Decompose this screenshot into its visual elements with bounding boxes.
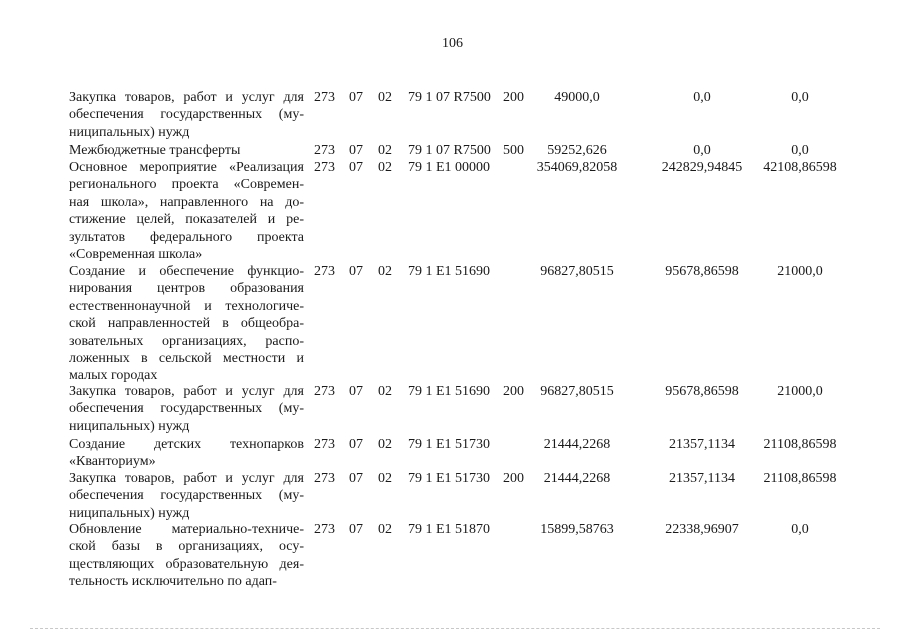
cell-subsection: 02 xyxy=(378,471,392,486)
cell-amount-3: 0,0 xyxy=(791,143,809,158)
row-name-line: Закупка товаров, работ и услуг для xyxy=(69,471,304,486)
cell-section: 07 xyxy=(349,90,363,105)
cell-amount-1: 354069,82058 xyxy=(536,160,618,175)
cell-amount-2: 242829,94845 xyxy=(661,160,743,175)
cell-target-article: 79 1 E1 51730 xyxy=(408,437,491,452)
cell-amount-2: 0,0 xyxy=(693,90,711,105)
row-name-line: Закупка товаров, работ и услуг для xyxy=(69,90,304,105)
cell-section: 07 xyxy=(349,143,363,158)
cell-amount-2: 22338,96907 xyxy=(665,522,739,537)
cell-amount-3: 0,0 xyxy=(791,522,809,537)
cell-amount-2: 0,0 xyxy=(693,143,711,158)
row-name xyxy=(69,436,304,471)
cell-grbs: 273 xyxy=(314,471,335,486)
cell-expense-type: 200 xyxy=(503,471,524,486)
cell-section: 07 xyxy=(349,384,363,399)
cell-grbs: 273 xyxy=(314,437,335,452)
row-name-line: Обновление материально-техниче- xyxy=(69,522,304,537)
cell-grbs: 273 xyxy=(314,522,335,537)
cell-target-article: 79 1 E1 51730 xyxy=(408,471,491,486)
row-name xyxy=(69,142,304,159)
row-name-line: «Современная школа» xyxy=(69,247,203,263)
cell-amount-1: 96827,80515 xyxy=(540,264,614,279)
cell-grbs: 273 xyxy=(314,160,335,175)
row-name xyxy=(69,521,304,591)
cell-amount-1: 21444,2268 xyxy=(543,437,611,452)
cell-target-article: 79 1 E1 00000 xyxy=(408,160,491,175)
row-name-line: обеспечения государственных (му- xyxy=(69,107,304,123)
cell-grbs: 273 xyxy=(314,90,335,105)
cell-amount-1: 15899,58763 xyxy=(540,522,614,537)
cell-amount-1: 59252,626 xyxy=(547,143,607,158)
row-name-line: Создание и обеспечение функцио- xyxy=(69,264,304,279)
cell-subsection: 02 xyxy=(378,90,392,105)
cell-amount-1: 96827,80515 xyxy=(540,384,614,399)
cell-amount-3: 21108,86598 xyxy=(763,471,837,486)
row-name-line: естественнонаучной и технологиче- xyxy=(69,298,304,314)
cell-subsection: 02 xyxy=(378,384,392,399)
cell-expense-type: 200 xyxy=(503,90,524,105)
cell-expense-type: 200 xyxy=(503,384,524,399)
cell-subsection: 02 xyxy=(378,143,392,158)
row-name-line: ществляющих образовательную дея- xyxy=(69,556,304,572)
row-name-line: зовательных организациях, распо- xyxy=(69,333,304,349)
scan-artifact-line xyxy=(30,628,880,629)
cell-amount-3: 42108,86598 xyxy=(763,160,837,175)
cell-target-article: 79 1 E1 51690 xyxy=(408,384,491,399)
row-name-line: зультатов федерального проекта xyxy=(69,229,304,245)
row-name-line: обеспечения государственных (му- xyxy=(69,401,304,417)
cell-amount-1: 49000,0 xyxy=(554,90,600,105)
cell-grbs: 273 xyxy=(314,264,335,279)
cell-grbs: 273 xyxy=(314,143,335,158)
cell-grbs: 273 xyxy=(314,384,335,399)
row-name xyxy=(69,263,304,385)
cell-target-article: 79 1 E1 51690 xyxy=(408,264,491,279)
cell-amount-2: 95678,86598 xyxy=(665,264,739,279)
row-name-line: Основное мероприятие «Реализация xyxy=(69,160,304,175)
cell-subsection: 02 xyxy=(378,437,392,452)
row-name-line: ниципальных) нужд xyxy=(69,124,190,140)
row-name xyxy=(69,470,304,522)
cell-target-article: 79 1 07 R7500 xyxy=(408,90,491,105)
row-name-line: обеспечения государственных (му- xyxy=(69,488,304,504)
cell-target-article: 79 1 07 R7500 xyxy=(408,143,491,158)
cell-section: 07 xyxy=(349,437,363,452)
cell-amount-3: 21000,0 xyxy=(777,264,823,279)
cell-amount-1: 21444,2268 xyxy=(543,471,611,486)
row-name-line: малых городах xyxy=(69,368,158,384)
page-number: 106 xyxy=(442,36,463,51)
cell-expense-type: 500 xyxy=(503,143,524,158)
row-name-line: «Кванториум» xyxy=(69,454,156,470)
row-name-line: нирования центров образования xyxy=(69,281,304,297)
cell-amount-2: 21357,1134 xyxy=(669,437,735,452)
cell-amount-2: 95678,86598 xyxy=(665,384,739,399)
cell-section: 07 xyxy=(349,160,363,175)
row-name-line: ложенных в сельской местности и xyxy=(69,351,304,367)
cell-amount-3: 0,0 xyxy=(791,90,809,105)
cell-section: 07 xyxy=(349,522,363,537)
cell-subsection: 02 xyxy=(378,522,392,537)
row-name xyxy=(69,89,304,141)
row-name-line: Закупка товаров, работ и услуг для xyxy=(69,384,304,399)
row-name-line: ской направленностей в общеобра- xyxy=(69,316,304,332)
row-name xyxy=(69,383,304,435)
row-name-line: Межбюджетные трансферты xyxy=(69,143,241,158)
cell-section: 07 xyxy=(349,264,363,279)
cell-subsection: 02 xyxy=(378,264,392,279)
cell-amount-3: 21108,86598 xyxy=(763,437,837,452)
row-name-line: стижение целей, показателей и ре- xyxy=(69,212,304,228)
row-name-line: регионального проекта «Современ- xyxy=(69,177,304,193)
cell-target-article: 79 1 E1 51870 xyxy=(408,522,491,537)
row-name-line: ная школа», направленного на до- xyxy=(69,194,304,210)
row-name-line: ской базы в организациях, осу- xyxy=(69,539,304,555)
row-name-line: Создание детских технопарков xyxy=(69,437,304,452)
cell-amount-2: 21357,1134 xyxy=(669,471,735,486)
row-name-line: тельность исключительно по адап- xyxy=(69,574,277,590)
cell-section: 07 xyxy=(349,471,363,486)
cell-subsection: 02 xyxy=(378,160,392,175)
row-name xyxy=(69,159,304,263)
row-name-line: ниципальных) нужд xyxy=(69,418,190,434)
cell-amount-3: 21000,0 xyxy=(777,384,823,399)
row-name-line: ниципальных) нужд xyxy=(69,505,190,521)
